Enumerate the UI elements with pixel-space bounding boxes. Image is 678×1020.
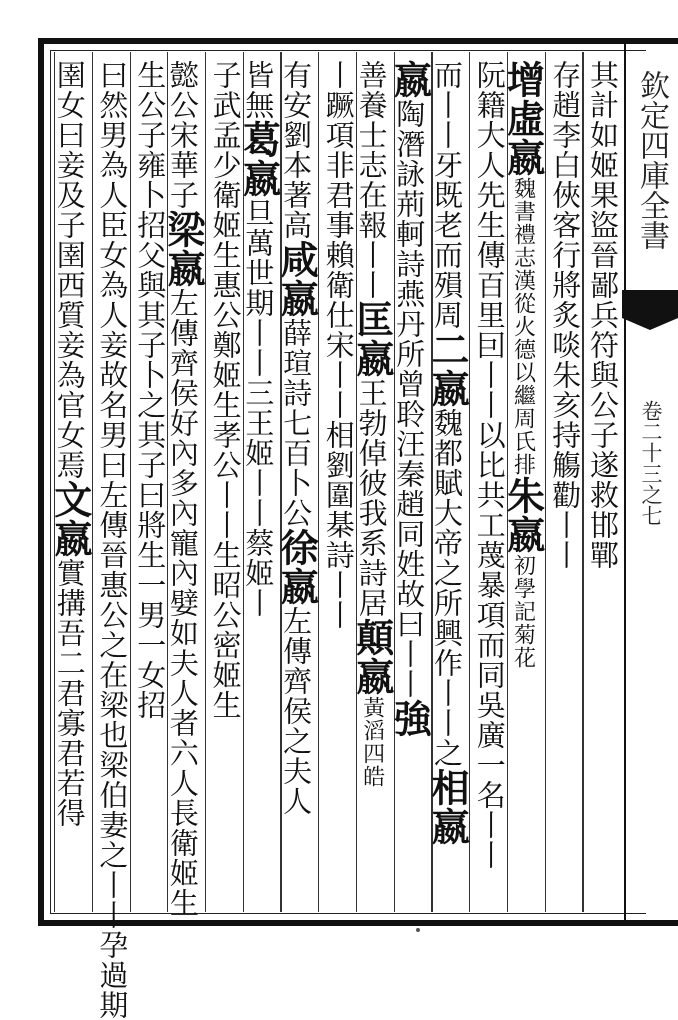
body-text: 三王姬丨丨蔡姬丨	[241, 378, 276, 618]
body-text: 陶潛詠荊軻詩燕丹	[392, 99, 427, 339]
body-text: 所曾聆汪秦趙同姓故曰丨丨	[392, 339, 427, 699]
body-text: 其計如姬果盜晉鄙兵符與公子遂救邯鄲	[585, 60, 620, 570]
margin-chapter-label: 卷二十三之七	[639, 400, 663, 526]
headword: 文嬴	[47, 480, 93, 558]
body-text: 王勃倬彼我系詩居	[354, 378, 389, 618]
headword: 增虛嬴	[500, 60, 546, 177]
body-text: 旦萬世期丨丨	[241, 198, 276, 378]
headword: 二嬴	[424, 330, 470, 408]
body-text: 生公子雍	[133, 60, 168, 180]
text-column	[500, 60, 546, 915]
column-rule	[318, 52, 319, 912]
headword: 葛嬴	[236, 120, 282, 198]
body-text: 左傳齊侯之夫人	[279, 606, 314, 816]
headword: 朱嬴	[500, 476, 546, 554]
body-text: 阮籍大人先生傳百里囙丨丨以比共工蔑暴項而同吳廣一名丨丨	[472, 60, 507, 870]
body-text: 存趙李白俠客行將炙啖朱亥持觴勸丨丨	[548, 60, 583, 570]
text-column	[274, 60, 320, 915]
headword: 徐嬴	[274, 528, 320, 606]
headword: 相嬴	[424, 768, 470, 846]
headword: 嬴	[387, 60, 433, 99]
headword: 匡嬴	[349, 300, 395, 378]
body-text: 薛瑄詩七百卜公	[279, 318, 314, 528]
body-text: 武孟少衛姬生惠公鄭姬生孝公丨丨生昭公密姬生	[208, 90, 243, 720]
body-text: 圍棊詩丨丨	[321, 480, 356, 630]
body-text: 圉女曰妾及子圉西質妾為官女焉	[52, 60, 87, 480]
body-text: 有安劉本著高	[279, 60, 314, 240]
headword: 梁嬴	[160, 210, 206, 288]
body-text: 左傳齊侯好內多內寵內嬖如夫人者六人長衛姬生	[165, 288, 200, 918]
text-column	[95, 60, 130, 1020]
text-column	[236, 60, 282, 915]
text-column	[548, 60, 583, 915]
fishtail-mark-icon	[622, 290, 678, 330]
column-rule	[205, 52, 206, 912]
text-column	[349, 60, 395, 915]
body-text: 丨蹶項非君事賴	[321, 60, 356, 270]
column-rule	[130, 52, 131, 912]
body-text: 善養士志在報丨丨	[354, 60, 389, 300]
annotation-text: 初學記菊花	[510, 554, 536, 669]
text-column	[133, 60, 168, 915]
body-text: 皆無	[241, 60, 276, 120]
annotation-text: 黃滔四皓	[359, 696, 385, 788]
body-text: 子	[208, 60, 243, 90]
text-column	[585, 60, 620, 915]
margin-book-title: 欽定四庫全書	[634, 70, 669, 250]
headword: 咸嬴	[274, 240, 320, 318]
text-column	[208, 60, 243, 915]
body-text: 而丨丨牙既老而殞周	[429, 60, 464, 330]
text-column	[47, 60, 93, 915]
ink-speck	[416, 928, 420, 932]
text-column	[321, 60, 356, 915]
text-column	[160, 60, 206, 918]
body-text: 左傳晉惠公之在梁也梁伯妻之丨丨孕過期	[95, 480, 130, 1020]
text-column	[387, 60, 433, 915]
body-text: 卜招父與其子卜之其子曰將生一男一女招	[133, 180, 168, 720]
body-text: 曰然男為人臣女為人妾故名男曰	[95, 60, 130, 480]
text-column	[424, 60, 470, 915]
body-text: 實搆吾二君寡君若得	[52, 558, 87, 828]
body-text: 魏都賦大帝之所興作丨丨之	[429, 408, 464, 768]
annotation-text: 魏書禮志漢從火德以繼周氏排	[510, 177, 536, 476]
headword: 強	[387, 699, 433, 738]
body-text: 懿公宋華子	[165, 60, 200, 210]
column-rule	[582, 52, 583, 912]
headword: 顛嬴	[349, 618, 395, 696]
text-column	[472, 60, 507, 915]
body-text: 衛仕宋丨丨相劉	[321, 270, 356, 480]
